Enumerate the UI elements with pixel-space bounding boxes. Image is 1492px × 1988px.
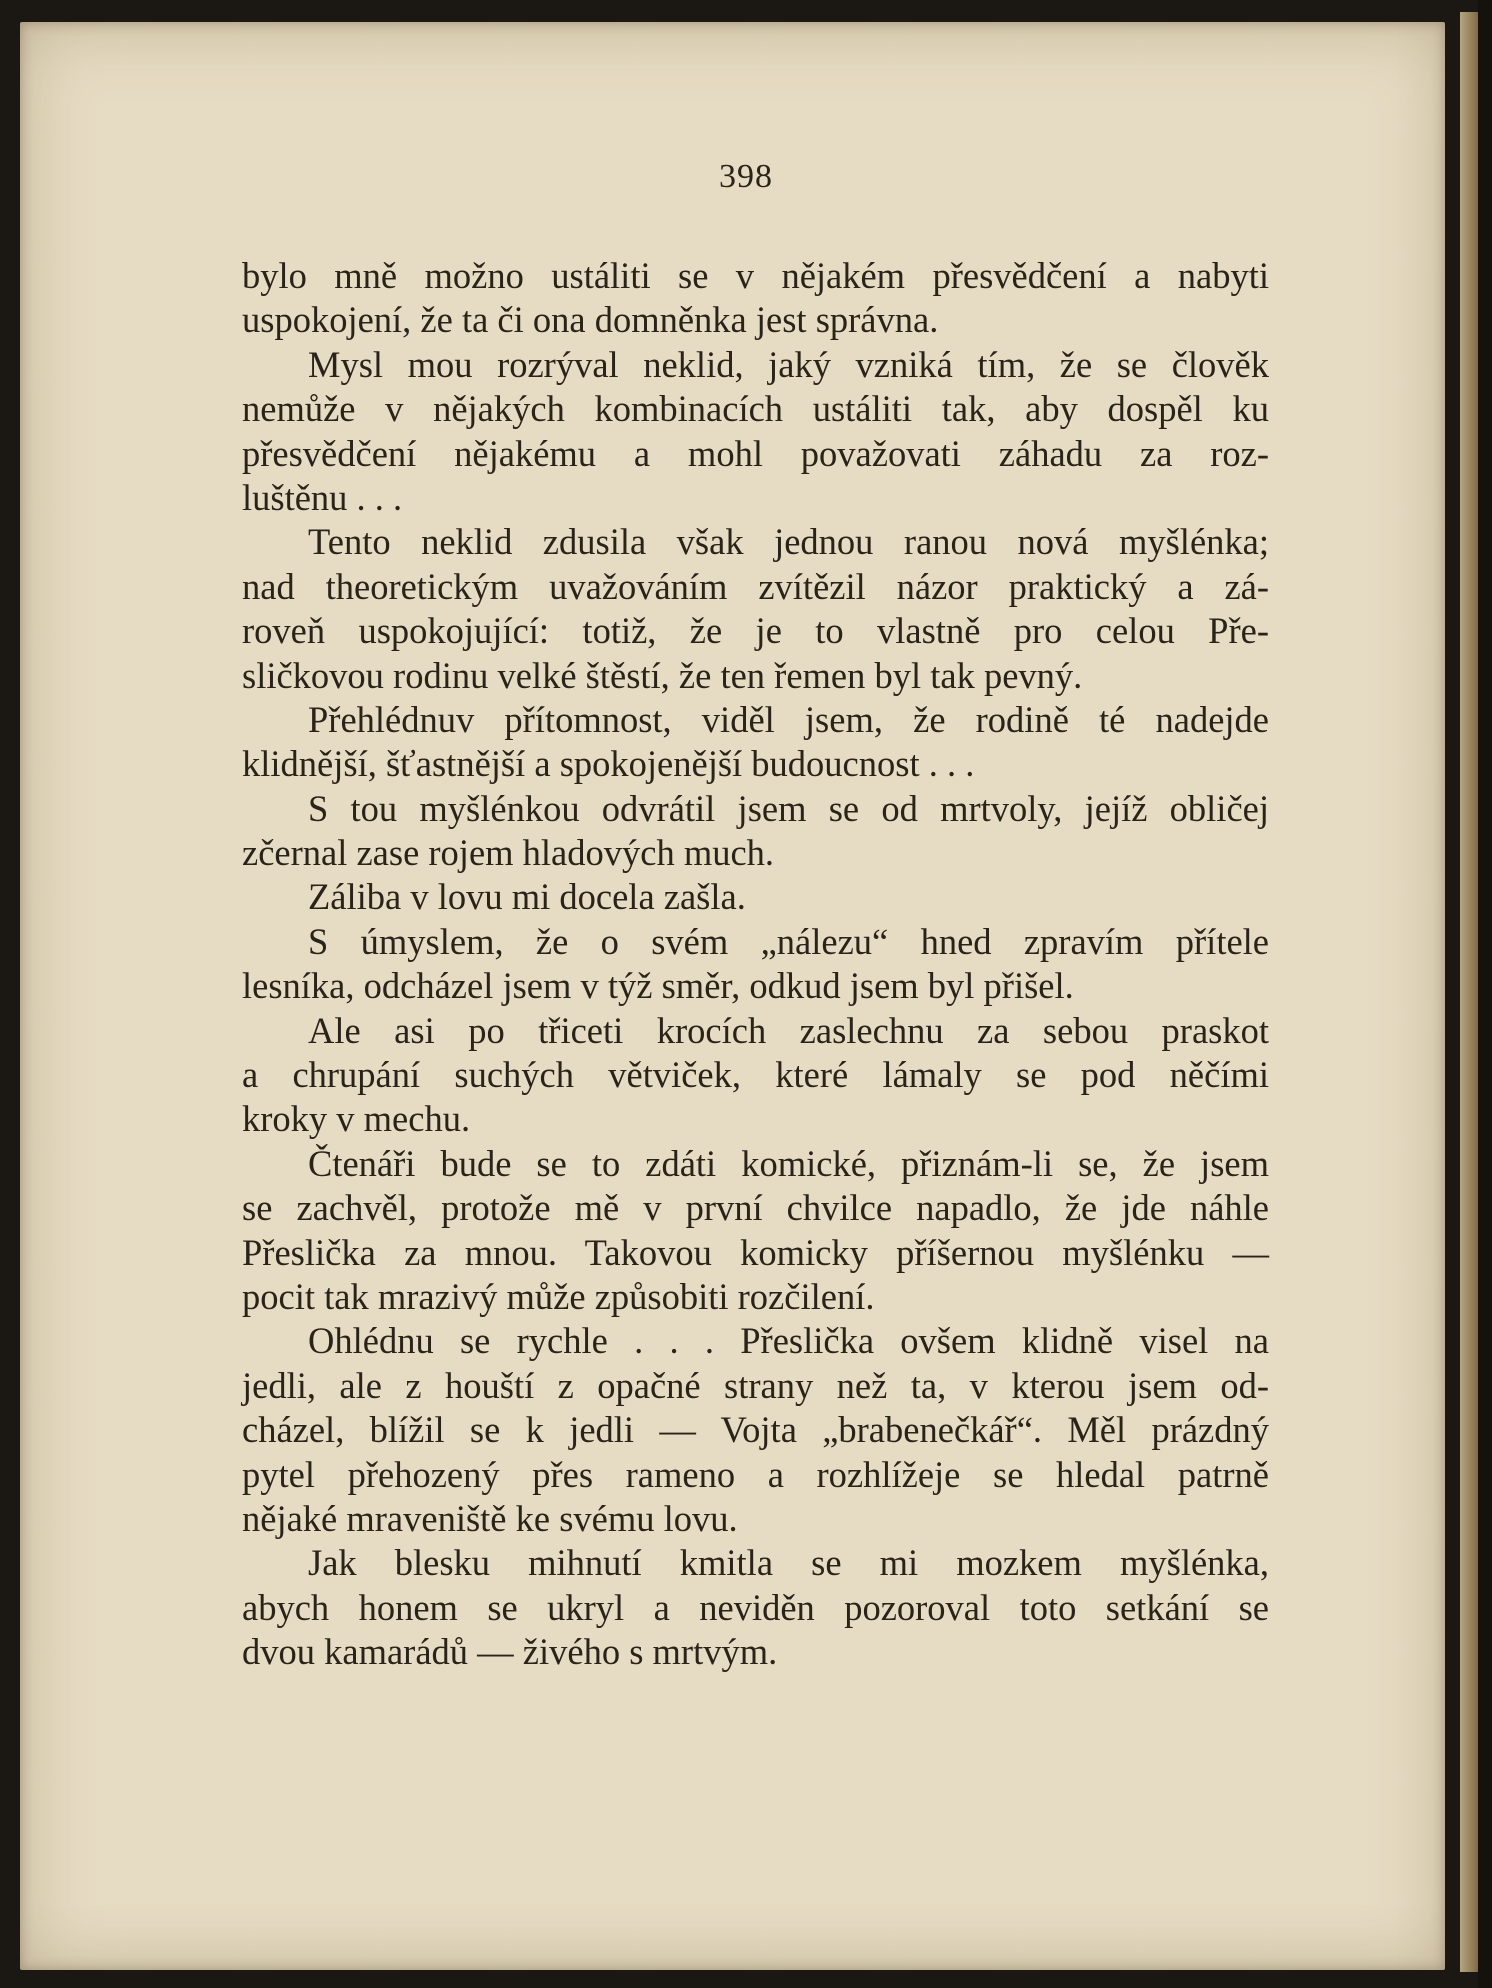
text-line: sličkovou rodinu velké štěstí, že ten řemen byl tak pevný.	[242, 654, 1083, 696]
text-line: se zachvěl, protože mě v první chvilce napadlo, že jde náhle	[242, 1187, 1269, 1229]
text-line: uspokojení, že ta či ona domněnka jest správna.	[242, 299, 939, 341]
text-line: S úmyslem, že o svém „nálezu“ hned zpravím přítele	[308, 920, 1269, 962]
text-line: roveň uspokojující: totiž, že je to vlastně pro celou Pře-	[242, 610, 1269, 652]
text-line: Čtenáři bude se to zdáti komické, přiznám-li se, že jsem	[308, 1142, 1269, 1184]
text-line: cházel, blížil se k jedli — Vojta „brabenečkář“. Měl prázdný	[242, 1409, 1269, 1451]
body-text	[242, 254, 1269, 1675]
text-line: S tou myšlénkou odvrátil jsem se od mrtvoly, jejíž obličej	[308, 787, 1269, 829]
text-line: nad theoretickým uvažováním zvítězil názor praktický a zá-	[242, 565, 1269, 607]
text-line: a chrupání suchých větviček, které lámaly se pod něčími	[242, 1054, 1269, 1096]
text-line: Tento neklid zdusila však jednou ranou nová myšlénka;	[308, 521, 1269, 563]
text-line: Ale asi po třiceti krocích zaslechnu za sebou praskot	[308, 1009, 1269, 1051]
text-line: Mysl mou rozrýval neklid, jaký vzniká tím, že se člověk	[308, 343, 1269, 385]
text-line: klidnější, šťastnější a spokojenější budoucnost . . .	[242, 743, 975, 785]
page-number: 398	[719, 158, 773, 195]
text-line: luštěnu . . .	[242, 476, 403, 518]
text-line: kroky v mechu.	[242, 1098, 471, 1140]
text-line: nějaké mraveniště ke svému lovu.	[242, 1497, 738, 1539]
text-line: Přeslička za mnou. Takovou komicky příšernou myšlénku —	[242, 1231, 1269, 1273]
book-spine-shadow	[1478, 0, 1492, 1988]
text-line: Přehlédnuv přítomnost, viděl jsem, že rodině té nadejde	[308, 698, 1269, 740]
text-line: pytel přehozený přes rameno a rozhlížeje se hledal patrně	[242, 1453, 1269, 1495]
text-line: dvou kamarádů — živého s mrtvým.	[242, 1631, 778, 1673]
text-line: Záliba v lovu mi docela zašla.	[308, 876, 746, 918]
text-line: bylo mně možno ustáliti se v nějakém přesvědčení a nabyti	[242, 255, 1269, 296]
text-line: nemůže v nějakých kombinacích ustáliti tak, aby dospěl ku	[242, 388, 1269, 430]
text-line: Ohlédnu se rychle . . . Přeslička ovšem klidně visel na	[308, 1320, 1269, 1362]
text-line: přesvědčení nějakému a mohl považovati záhadu za roz-	[242, 432, 1269, 474]
text-line: Jak blesku mihnutí kmitla se mi mozkem myšlénka,	[308, 1542, 1269, 1584]
text-line: zčernal zase rojem hladových much.	[242, 832, 775, 874]
text-line: pocit tak mrazivý může způsobiti rozčilení.	[242, 1275, 875, 1317]
text-line: lesníka, odcházel jsem v týž směr, odkud jsem byl přišel.	[242, 965, 1074, 1007]
text-line: abych honem se ukryl a neviděn pozoroval toto setkání se	[242, 1586, 1269, 1628]
text-line: jedli, ale z houští z opačné strany než ta, v kterou jsem od-	[242, 1364, 1269, 1406]
